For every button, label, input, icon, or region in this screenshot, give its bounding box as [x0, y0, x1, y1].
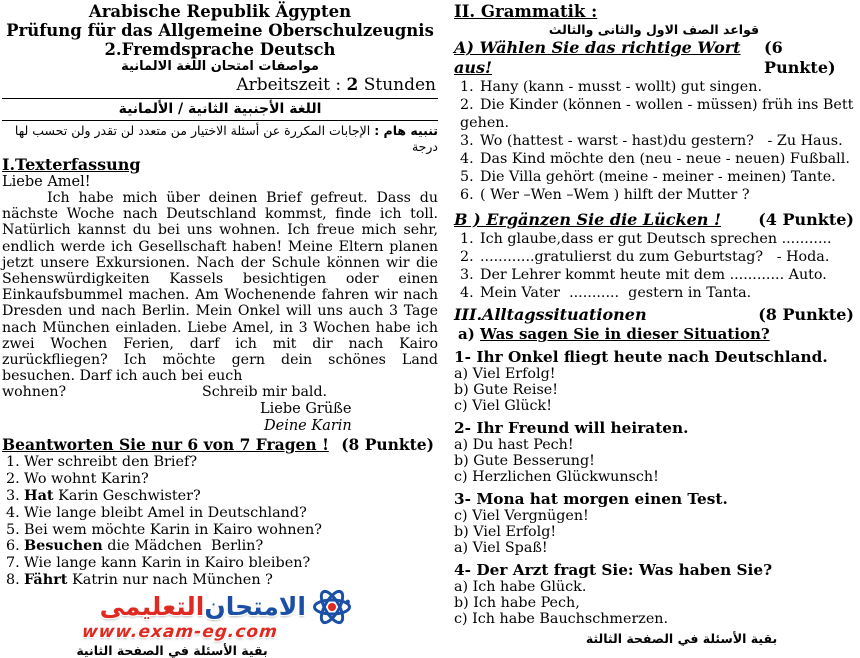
- situation-heading: 3- Mona hat morgen einen Test.: [454, 490, 728, 508]
- situation-option: b) Viel Erfolg!: [454, 524, 557, 540]
- question-row: [2, 471, 438, 488]
- right-column: [454, 2, 858, 646]
- situation-option: b) Gute Reise!: [454, 382, 558, 398]
- question-row: [2, 505, 438, 522]
- questions-heading-row: [2, 435, 438, 454]
- question-text: Wie lange bleibt Amel in Deutschland?: [24, 504, 307, 521]
- part-b-points: (4 Punkte): [758, 210, 854, 229]
- grammar-b-item: 1. Ich glaube,dass er gut Deutsch sprechen ...........: [460, 231, 832, 247]
- situation-heading: 2- Ihr Freund will heiraten.: [454, 419, 689, 437]
- letter-last-word: wohnen?: [2, 384, 67, 401]
- situation-option: b) Ich habe Pech,: [454, 595, 580, 611]
- situation-block: [454, 419, 854, 485]
- grammar-b-item-text: Mein Vater ........... gestern in Tanta.: [480, 285, 752, 301]
- grammar-a-item-text: Hany (kann - musst - wollt) gut singen.: [480, 79, 763, 95]
- grammar-b-item-text: ............gratulierst du zum Geburtstag? - Hoda.: [480, 249, 830, 265]
- letter-body: Ich habe mich über deinen Brief gefreut. Dass du nächste Woche nach Deutschland kommst, finde ich toll. Natürlich kannst du bei uns wohnen. Ich freue mich sehr, endlich werde ich Gesellschaft haben! Meine Eltern planen jetzt unsere Exkursionen. Nach der Schule können wir die Sehenswürdigkeiten Kassels besichtigen oder einen Einkaufsbummel machen. Am Wochenende fahren wir nach Dresden und nach Berlin. Mein Onkel will uns auch 3 Tage nach München einladen. Liebe Amel, in 3 Wochen habe ich zwei Wochen Ferien, darf ich mit dir nach Kairo zurückfliegen? Ich möchte gern dein schönes Land besuchen. Darf ich auch bei euch: [2, 190, 438, 385]
- grammar-a-item: 5. Die Villa gehört (meine - meiner - meinen) Tante.: [460, 169, 836, 185]
- write-soon-note: Schreib mir bald.: [202, 384, 328, 401]
- grammar-b-item: 4. Mein Vater ........... gestern in Tanta.: [460, 285, 752, 301]
- exam-notice-arabic: [2, 123, 438, 155]
- letter-last-line: [2, 384, 438, 401]
- grammar-heading: II. Grammatik :: [454, 2, 598, 21]
- question-row: [2, 454, 438, 471]
- section1-title: I.Texterfassung: [2, 155, 141, 174]
- watermark-brand-word-1: الامتحان: [204, 591, 306, 621]
- grammar-a-item: 6. ( Wer –Wen –Wem ) hilft der Mutter ?: [460, 187, 750, 203]
- grammar-b-item: 3. Der Lehrer kommt heute mit dem ............ Auto.: [460, 267, 827, 283]
- question-row: 3. Hat Karin Geschwister?: [6, 487, 201, 505]
- situation-option: a) Viel Erfolg!: [454, 366, 556, 382]
- question-text: Katrin nur nach München ?: [67, 572, 273, 589]
- part-a-heading: A) Wählen Sie das richtige Wort aus!: [454, 38, 741, 77]
- situations-heading-row: [454, 305, 854, 325]
- worktime-label: Arbeitszeit :: [236, 75, 347, 95]
- situation-heading: 1- Ihr Onkel fliegt heute nach Deutschland.: [454, 348, 828, 366]
- situation-block: [454, 348, 854, 414]
- grammar-a-item: 2. Die Kinder (können - wollen - müssen) früh ins Bett gehen.: [460, 97, 858, 131]
- situation-option: c) Ich habe Bauchschmerzen.: [454, 611, 669, 627]
- question-text: Wo wohnt Karin?: [24, 471, 149, 488]
- left-column: [2, 2, 438, 658]
- question-number: 3.: [6, 488, 20, 505]
- grammar-a-item-text: Wo (hattest - warst - hast)du gestern? - Zu Haus.: [480, 133, 843, 149]
- footer-left-arabic: بقية الأسئلة في الصفحة الثانية: [76, 642, 268, 658]
- question-row: 6. Besuchen die Mädchen Berlin?: [6, 537, 264, 555]
- watermark-brand: [54, 586, 354, 628]
- situation-option: b) Gute Besserung!: [454, 453, 595, 469]
- situations-heading: III.Alltagssituationen: [454, 305, 647, 324]
- header-subject-arabic: مواصفات امتحان اللغة الالمانية: [121, 59, 319, 74]
- grammar-a-item: 1. Hany (kann - musst - wollt) gut singen.: [460, 79, 763, 95]
- question-number: 8.: [6, 572, 20, 589]
- watermark-url: www.exam-eg.com: [80, 621, 279, 642]
- question-row: [2, 555, 438, 572]
- notice-text: الإجابات المكررة عن أسئلة الاختيار من متعدد لن تقدر ولن تحسب لها درجة: [14, 123, 438, 154]
- question-row: [2, 522, 438, 539]
- question-row: 8. Fährt Katrin nur nach München ?: [6, 571, 273, 589]
- situation-option: a) Du hast Pech!: [454, 437, 574, 453]
- grammar-b-item-text: Ich glaube,dass er gut Deutsch sprechen ...........: [480, 231, 832, 247]
- grammar-subtitle-arabic: قواعد الصف الاول والثانى والثالث: [548, 22, 760, 37]
- question-number: 7.: [6, 555, 20, 572]
- question-number: 5.: [6, 521, 20, 538]
- part-a-heading-row: [454, 38, 854, 78]
- situations-points: (8 Punkte): [758, 305, 854, 324]
- situation-option: c) Viel Vergnügen!: [454, 508, 589, 524]
- letter-closing: Liebe Grüße: [260, 401, 352, 418]
- situation-option: c) Viel Glück!: [454, 398, 552, 414]
- watermark-brand-word-2: التعليمى: [99, 591, 205, 621]
- language-box: اللغة الأجنبية الثانية / الألمانية: [2, 98, 438, 121]
- question-text: Wer schreibt den Brief?: [24, 454, 198, 471]
- situation-option: a) Ich habe Glück.: [454, 579, 587, 595]
- question-text: Wie lange kann Karin in Kairo bleiben?: [24, 555, 311, 572]
- question-text: die Mädchen Berlin?: [102, 538, 264, 555]
- atom-icon: [310, 586, 354, 628]
- question-number: 1.: [6, 454, 20, 471]
- header-subject: 2.Fremdsprache Deutsch: [104, 40, 336, 59]
- situation-option: c) Herzlichen Glückwunsch!: [454, 469, 659, 485]
- watermark-logo: [54, 586, 354, 641]
- question-number: 2.: [6, 471, 20, 488]
- part-b-heading: B ) Ergänzen Sie die Lücken !: [454, 210, 722, 229]
- question-number: 4.: [6, 504, 20, 521]
- situation-heading: 4- Der Arzt fragt Sie: Was haben Sie?: [454, 561, 773, 579]
- grammar-a-item: 3. Wo (hattest - warst - hast)du gestern? - Zu Haus.: [460, 133, 843, 149]
- letter-signature: Deine Karin: [264, 417, 352, 434]
- header-exam-title: Prüfung für das Allgemeine Oberschulzeugnis: [6, 21, 434, 40]
- grammar-a-item-text: ( Wer –Wen –Wem ) hilft der Mutter ?: [480, 187, 750, 203]
- questions-heading: Beantworten Sie nur 6 von 7 Fragen !: [2, 435, 329, 455]
- question-text: Bei wem möchte Karin in Kairo wohnen?: [24, 521, 323, 538]
- question-number: 6.: [6, 538, 20, 555]
- situation-option: a) Viel Spaß!: [454, 540, 548, 556]
- part-a-points: (6 Punkte): [764, 38, 836, 77]
- part-b-heading-row: [454, 210, 854, 230]
- grammar-a-item-text: Das Kind möchte den (neu - neue - neuen) Fußball.: [480, 151, 850, 167]
- worktime-unit: Stunden: [358, 75, 436, 95]
- worktime-line: [2, 75, 438, 96]
- worktime-value: 2: [346, 75, 359, 95]
- situation-block: [454, 490, 854, 556]
- questions-points: (8 Punkte): [341, 435, 434, 455]
- grammar-b-item-text: Der Lehrer kommt heute mit dem ............ Auto.: [480, 267, 827, 283]
- grammar-a-item-text: Die Villa gehört (meine - meiner - meinen) Tante.: [480, 169, 836, 185]
- header-country: Arabische Republik Ägypten: [88, 2, 352, 21]
- grammar-a-item-text: Die Kinder (können - wollen - müssen) früh ins Bett gehen.: [460, 97, 858, 131]
- grammar-a-item: 4. Das Kind möchte den (neu - neue - neuen) Fußball.: [460, 151, 850, 167]
- situations-subheading: a) Was sagen Sie in dieser Situation?: [458, 325, 770, 343]
- letter-salutation: Liebe Amel!: [2, 174, 91, 190]
- footer-right-arabic: بقية الأسئلة في الصفحة الثالثة: [585, 631, 778, 646]
- notice-lead: تنبيه هام :: [374, 123, 438, 138]
- situation-block: [454, 561, 854, 627]
- question-text: Karin Geschwister?: [53, 488, 201, 505]
- grammar-b-item: 2. ............gratulierst du zum Geburtstag? - Hoda.: [460, 249, 830, 265]
